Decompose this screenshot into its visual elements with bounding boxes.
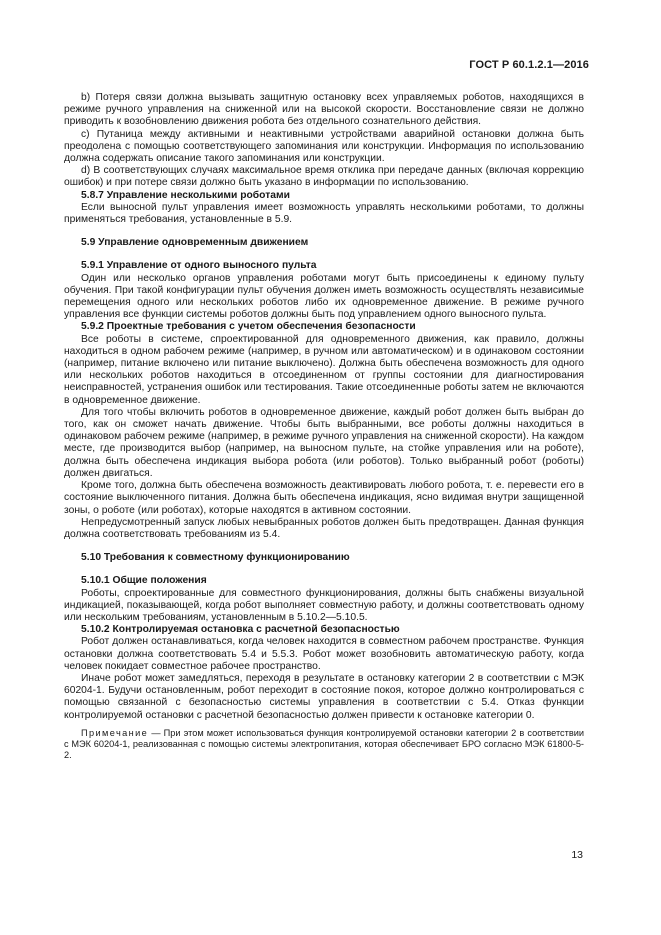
heading-5-10-2: 5.10.2 Контролируемая остановка с расчетной безопасностью xyxy=(81,624,400,636)
heading-5-10-1: 5.10.1 Общие положения xyxy=(81,575,207,587)
paragraph-5-10-2-b: Иначе робот может замедляться, переходя в результате в остановку категории 2 в соответствии с МЭК 60204-1. Будучи остановленным, робот переходит в состояние покоя, которое должно контролироваться с помощью связанной с безопасностью системы управления в соответствии с 5.4. Отказ функции контролируемой остановки с расчетной безопасностью должен привести к остановке категории 0. xyxy=(64,672,584,721)
document-body xyxy=(64,92,584,761)
paragraph-b: b) Потеря связи должна вызывать защитную остановку всех управляемых роботов, находящихся в режиме ручного управления на сниженной или на высокой скорости. Восстановление связи не должно приводить к возобновлению движения робота без отдельного сознательного действия. xyxy=(64,92,584,128)
paragraph-d: d) В соответствующих случаях максимальное время отклика при передаче данных (включая коррекцию ошибок) и при потере связи должно быть указано в информации по использованию. xyxy=(64,165,584,189)
heading-5-9-2: 5.9.2 Проектные требования с учетом обеспечения безопасности xyxy=(81,321,416,333)
paragraph-5-9-2-c: Кроме того, должна быть обеспечена возможность деактивировать любого робота, т. е. перевести его в состояние выключенного питания. Должна быть обеспечена индикация, ясно видимая внутри защищенной зоны, о роботе (или роботах), которые находятся в активном состоянии. xyxy=(64,480,584,516)
heading-5-9-1: 5.9.1 Управление от одного выносного пульта xyxy=(81,260,317,272)
paragraph-5-9-1: Один или несколько органов управления роботами могут быть присоединены к единому пульту обучения. При такой конфигурации пульт обучения должен иметь возможность осуществлять независимые перемещения одного или нескольких роботов либо их одновременное движение. В режиме ручного управления все функции системы роботов должны быть под управлением одного выносного пульта. xyxy=(64,272,584,321)
paragraph-5-9-2-b: Для того чтобы включить роботов в одновременное движение, каждый робот должен быть выбран до того, как он сможет начать движение. Чтобы быть выбранными, все роботы должны находиться в одинаковом рабочем режиме (например, в режиме ручного управления на сниженной скорости). На каждом месте, где производится выбор (например, на выносном пульте, на стойке управления или на роботе), должна быть обеспечена индикация выбора робота (или роботов). Только выбранный робот (роботы) должен двигаться. xyxy=(64,406,584,479)
paragraph-c: c) Путаница между активными и неактивными устройствами аварийной остановки должна быть преодолена с помощью соответствующего запоминания или конструкции. Информация по использованию должна содержать описание такого запоминания или конструкции. xyxy=(64,128,584,165)
heading-5-8-7: 5.8.7 Управление несколькими роботами xyxy=(81,189,290,201)
note-text: — При этом может использоваться функция контролируемой остановки категории 2 в соответствии с МЭК 60204-1, реализованная с помощью системы электропитания, которая обеспечивает БРО согласно МЭК 61800-5-2. xyxy=(64,727,584,760)
heading-5-9: 5.9 Управление одновременным движением xyxy=(81,237,309,249)
heading-5-10: 5.10 Требования к совместному функционированию xyxy=(81,552,350,564)
standard-header: ГОСТ Р 60.1.2.1—2016 xyxy=(469,59,589,71)
note xyxy=(64,728,584,761)
note-label: Примечание xyxy=(81,727,149,738)
paragraph-5-8-7: Если выносной пульт управления имеет возможность управлять несколькими роботами, то должны применяться требования, установленные в 5.9. xyxy=(64,201,584,226)
paragraph-5-10-1: Роботы, спроектированные для совместного функционирования, должны быть снабжены визуальной индикацией, показывающей, когда робот выполняет совместную работу, и должны соответствовать одному или нескольким требованиям, установленным в 5.10.2—5.10.5. xyxy=(64,587,584,623)
page-number: 13 xyxy=(571,849,583,861)
paragraph-5-10-2-a: Робот должен останавливаться, когда человек находится в совместном рабочем пространстве. Функция остановки должна соответствовать 5.4 и 5.5.3. Робот может возобновить автоматическую работу, когда человек покидает совместное рабочее пространство. xyxy=(64,636,584,672)
paragraph-5-9-2-d: Непредусмотренный запуск любых невыбранных роботов должен быть предотвращен. Данная функция должна соответствовать требованиям из 5.4. xyxy=(64,516,584,540)
paragraph-5-9-2-a: Все роботы в системе, спроектированной для одновременного движения, как правило, должны находиться в одном рабочем режиме (например, в ручном или автоматическом) и в одинаковом состоянии (например, питание включено или питание выключено). Должна быть обеспечена возможность для одного или нескольких роботов находиться в отсоединенном от группы состоянии для диагностирования неисправностей, устранения ошибок или тестирования. Такие отсоединенные роботы затем не включаются в одновременное движение. xyxy=(64,333,584,406)
